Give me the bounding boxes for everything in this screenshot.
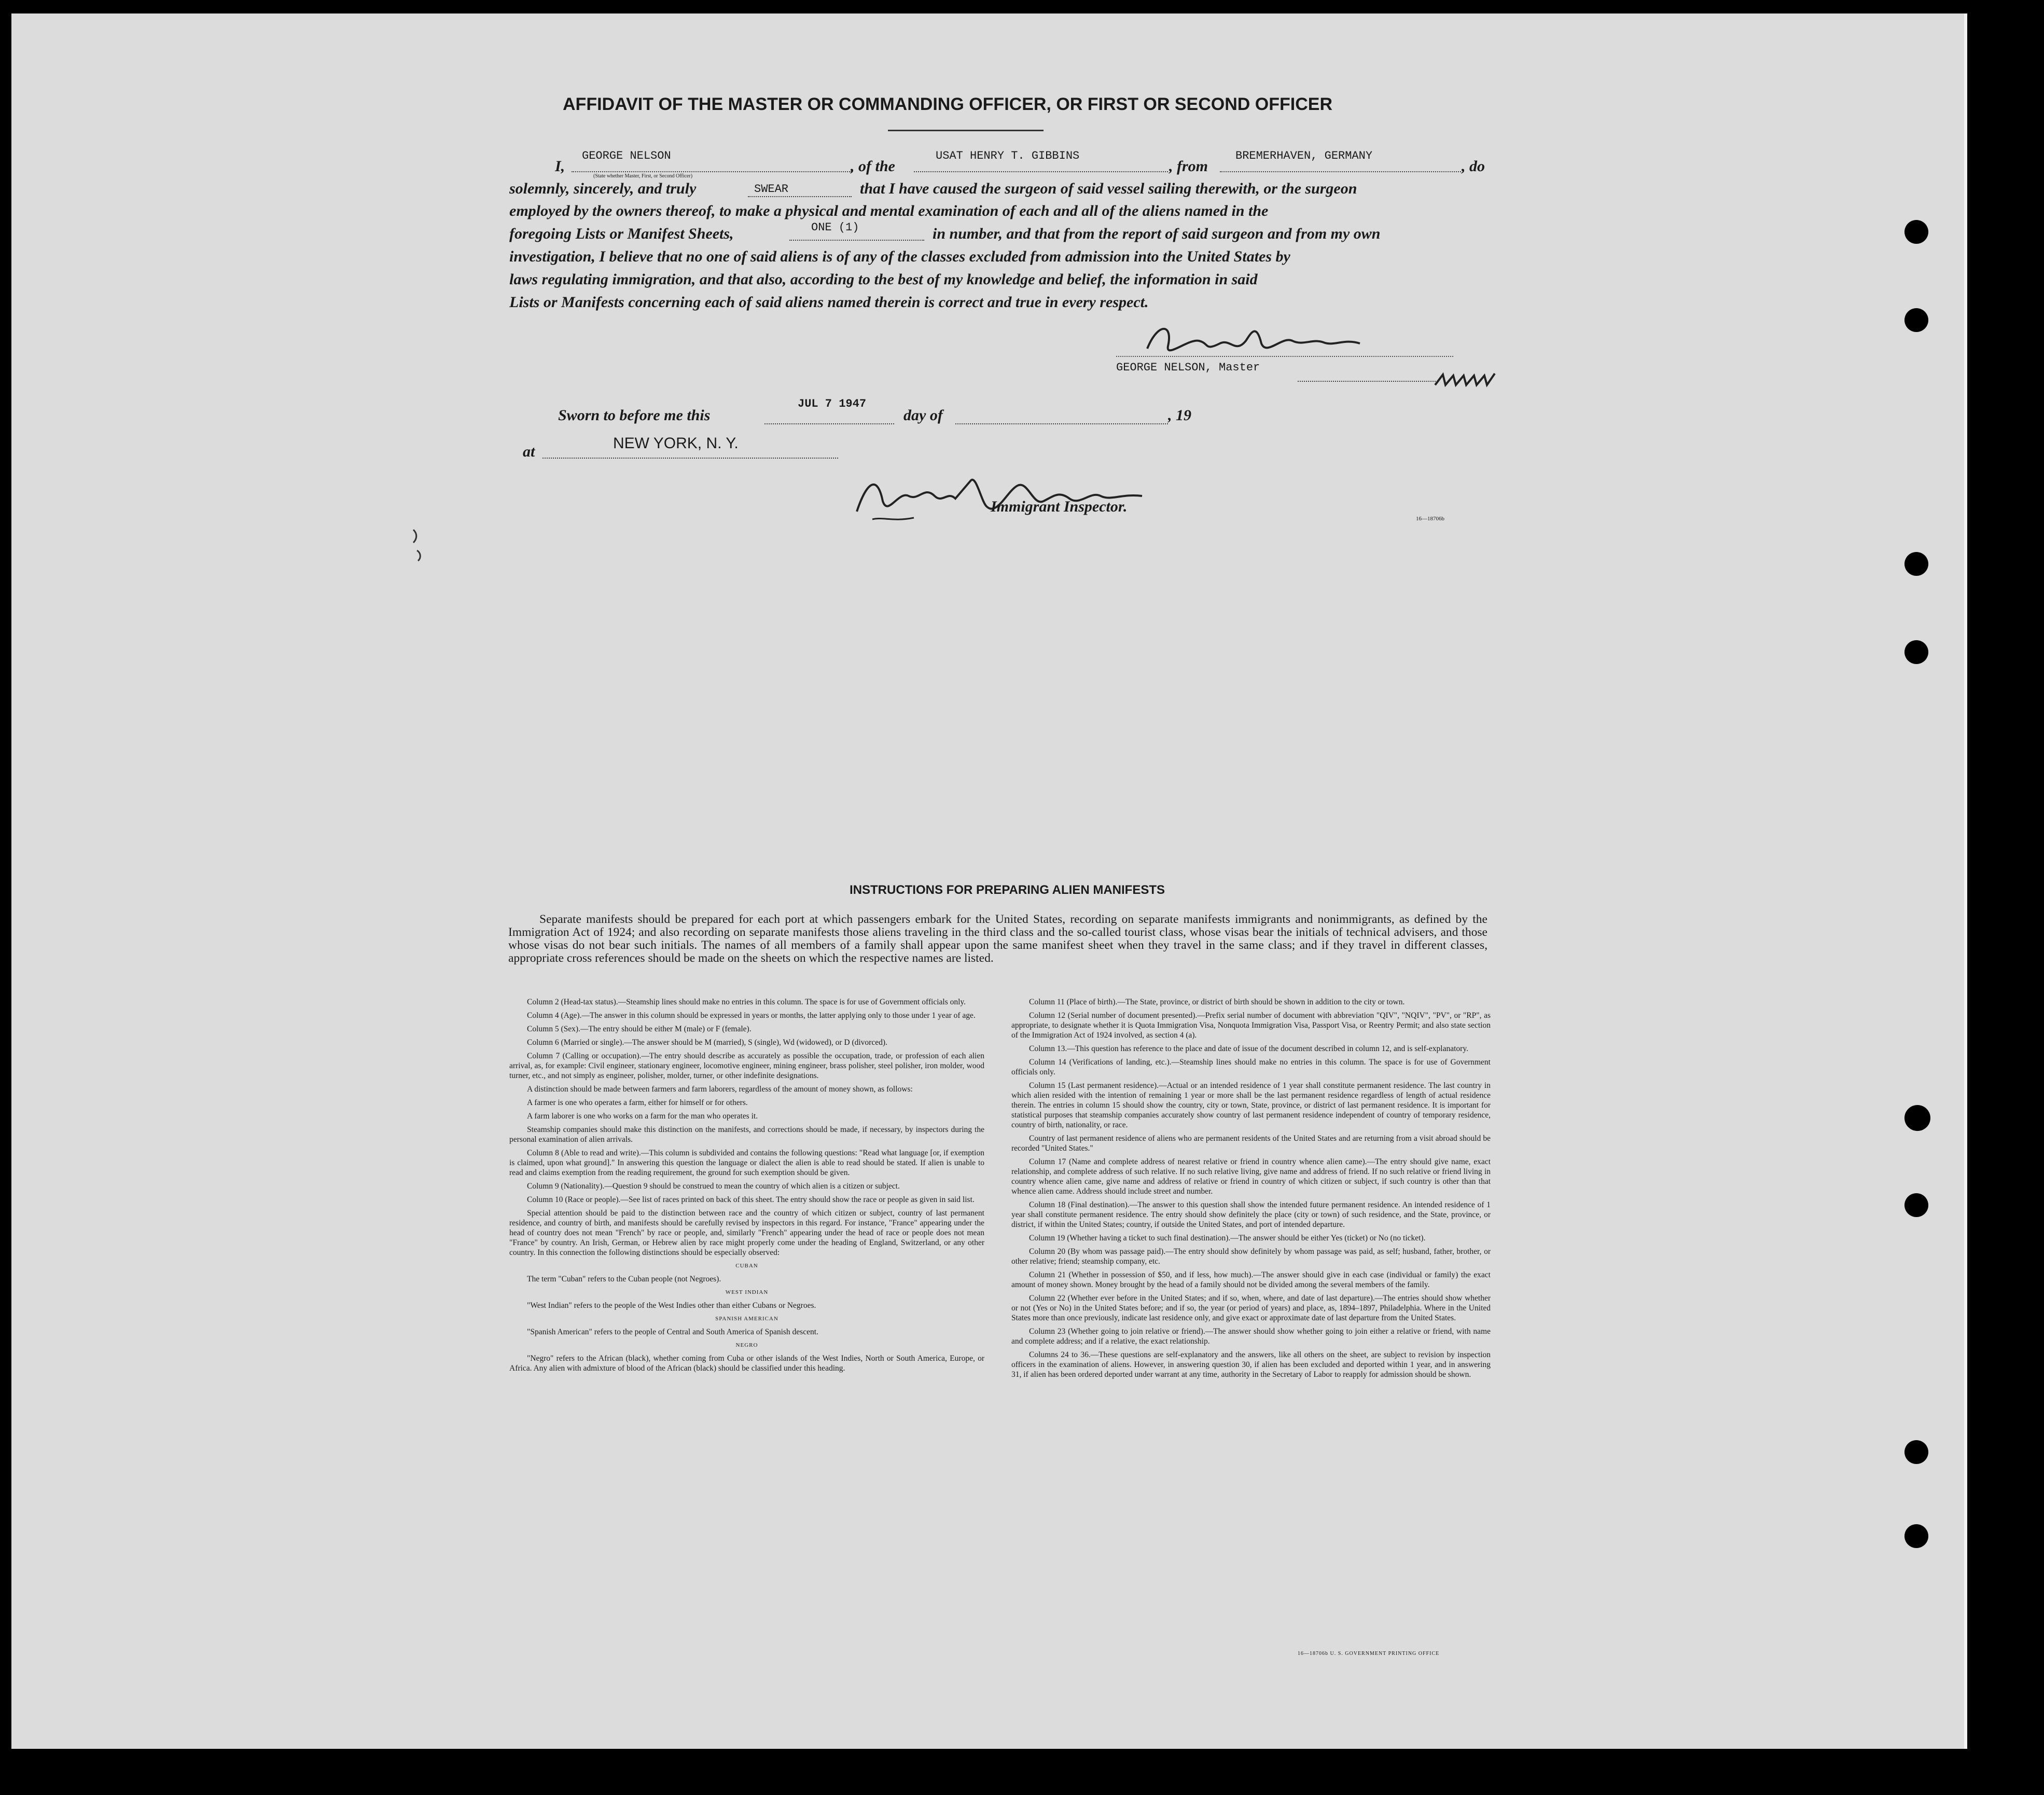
- punch-hole: [1904, 640, 1928, 664]
- cuban-heading: CUBAN: [735, 1263, 758, 1269]
- instructions-left-column: [509, 997, 984, 1377]
- affidavit-line-3: employed by the owners thereof, to make a physical and mental examination of each and all of the aliens named in the: [509, 202, 1269, 219]
- col-15-instruction: Column 15 (Last permanent residence).—Actual or an intended residence of 1 year shall constitute permanent residence. The last country in which alien resided with the intention of remaining 1 year or more shall be the last permanent residence regardless of length of actual residence therein. The entries in column 15 should show the country, city or town, State, province, or district of last permanent residence. It is important for statistical purposes that steamship companies accurately show country of last permanent residence independent of country of temporary residence, country of birth, nationality, or race.: [1011, 1081, 1491, 1129]
- col-14-instruction: Column 14 (Verifications of landing, etc.).—Steamship lines should make no entries in this column. The space is for use of Government officials only.: [1011, 1058, 1491, 1076]
- master-typed-name: GEORGE NELSON, Master: [1116, 361, 1260, 374]
- farmer-distinction: A distinction should be made between farmers and farm laborers, regardless of the amount of money shown, as follows:: [527, 1085, 913, 1094]
- from-label: , from: [1169, 158, 1208, 175]
- punch-hole: [1904, 552, 1928, 576]
- spanish-american-text: "Spanish American" refers to the people of Central and South America of Spanish descent.: [527, 1328, 818, 1336]
- col-23-instruction: Column 23 (Whether going to join relative or friend).—The answer should show whether going to join either a relative or friend, with name and complete address; and if a relative, the exact relationship.: [1011, 1327, 1491, 1346]
- affidavit-line-7: Lists or Manifests concerning each of said aliens named therein is correct and true in every respect.: [509, 294, 1149, 311]
- vessel-name: USAT HENRY T. GIBBINS: [936, 149, 1080, 162]
- negro-heading: NEGRO: [735, 1342, 758, 1348]
- col-2-instruction: Column 2 (Head-tax status).—Steamship lines should make no entries in this column. The space is for use of Government officials only.: [527, 998, 966, 1006]
- printing-office-footer: 16—18706b U. S. GOVERNMENT PRINTING OFFICE: [1298, 1651, 1440, 1656]
- date-stamp: JUL 7 1947: [798, 397, 867, 410]
- punch-hole: [1904, 1440, 1928, 1464]
- handwritten-mark: [1433, 369, 1505, 390]
- col-19-instruction: Column 19 (Whether having a ticket to such final destination).—The answer should be either Yes (ticket) or No (no ticket).: [1029, 1234, 1426, 1242]
- negro-text: "Negro" refers to the African (black), whether coming from Cuba or other islands of the West Indies, North or South America, Europe, or Africa. Any alien with admixture of blood of the African (black) should be classified under this heading.: [509, 1354, 984, 1373]
- name-note: (State whether Master, First, or Second Officer): [593, 173, 693, 179]
- inspector-label: Immigrant Inspector.: [991, 498, 1128, 515]
- col-13-instruction: Column 13.—This question has reference to the place and date of issue of the document described in column 12, and is self-explanatory.: [1029, 1044, 1468, 1053]
- farmer-definition: A farmer is one who operates a farm, either for himself or for others.: [527, 1098, 748, 1107]
- west-indian-text: "West Indian" refers to the people of the West Indies other than either Cubans or Negroes.: [527, 1301, 816, 1310]
- farm-laborer-definition: A farm laborer is one who works on a farm for the man who operates it.: [527, 1112, 758, 1121]
- col-18-instruction: Column 18 (Final destination).—The answer to this question shall show the intended future permanent residence. An intended residence of 1 year shall constitute permanent residence. The entry should show definitely the place (city or town) of such residence, and the State, province, or district, if within the United States; country, if outside the United States, and port of intended departure.: [1011, 1200, 1491, 1229]
- instructions-intro: Separate manifests should be prepared for each port at which passengers embark for the United States, recording on separate manifests immigrants and nonimmigrants, as defined by the Immigration Act of 1924; and also recording on separate manifests those aliens traveling in the third class and the so-called tourist class, whose visas bear the initials of technical advisers, and those whose visas do not bear such initials. The names of all members of a family shall appear upon the same manifest sheet when they travel in the same class; and if they travel in different classes, appropriate cross references should be made on the sheets on which the respective names are listed.: [508, 913, 1487, 965]
- col-10-instruction: Column 10 (Race or people).—See list of races printed on back of this sheet. The entry should show the race or people as given in said list.: [527, 1195, 975, 1204]
- master-name: GEORGE NELSON: [582, 149, 671, 162]
- vessel-line: [914, 171, 1168, 172]
- oath-word: SWEAR: [754, 183, 789, 196]
- cuban-text: The term "Cuban" refers to the Cuban people (not Negroes).: [527, 1275, 721, 1283]
- sworn-place: NEW YORK, N. Y.: [613, 435, 739, 452]
- day-of-label: day of: [903, 407, 943, 424]
- place-line: [543, 458, 838, 459]
- name-line: [572, 171, 852, 172]
- form-number: 16—18706b: [1416, 516, 1444, 522]
- col-17-instruction: Column 17 (Name and complete address of nearest relative or friend in country whence alien came).—The entry should give name, exact relationship, and complete address of such relative. If no such relative living, give name and address of friend. If no such relative or friend living in country whence alien came, give name and address of relative or friend in country of which citizen or subject, if such country is other than that whence alien came. Address should include street and number.: [1011, 1157, 1491, 1196]
- col-5-instruction: Column 5 (Sex).—The entry should be either M (male) or F (female).: [527, 1025, 752, 1033]
- signature-line-2: [1298, 381, 1438, 382]
- steamship-distinction: Steamship companies should make this distinction on the manifests, and corrections should be made, if necessary, by inspectors during the personal examination of alien arrivals.: [509, 1125, 984, 1144]
- col-8-instruction: Column 8 (Able to read and write).—This column is subdivided and contains the following questions: "Read what language [or, if exemption is claimed, upon what ground]." In answering this question the language or dialect the alien is able to read should be stated. If alien is unable to read and claims exemption from the reading requirement, the ground for such exemption should be given.: [509, 1149, 984, 1177]
- punch-hole: [1904, 1524, 1928, 1548]
- sheet-count: ONE (1): [811, 221, 859, 234]
- oath-line: [748, 196, 852, 197]
- sworn-label: Sworn to before me this: [558, 407, 711, 424]
- col-11-instruction: Column 11 (Place of birth).—The State, province, or district of birth should be shown in addition to the city or town.: [1029, 998, 1405, 1006]
- title-rule: [888, 130, 1044, 131]
- residence-note: Country of last permanent residence of aliens who are permanent residents of the United States and are returning from a visit abroad should be recorded "United States.": [1011, 1134, 1491, 1153]
- affidavit-line-4a: foregoing Lists or Manifest Sheets,: [509, 225, 734, 242]
- instructions-right-column: [1011, 997, 1491, 1383]
- spanish-american-heading: SPANISH AMERICAN: [715, 1316, 778, 1322]
- west-indian-heading: WEST INDIAN: [725, 1289, 769, 1295]
- port-name: BREMERHAVEN, GERMANY: [1235, 149, 1373, 162]
- affidavit-line-5: investigation, I believe that no one of said aliens is of any of the classes excluded from admission into the United States by: [509, 248, 1290, 265]
- affidavit-line-2b: that I have caused the surgeon of said vessel sailing therewith, or the surgeon: [860, 180, 1357, 197]
- count-line: [789, 240, 924, 241]
- affidavit-title: AFFIDAVIT OF THE MASTER OR COMMANDING OFFICER, OR FIRST OR SECOND OFFICER: [563, 94, 1332, 114]
- punch-hole: [1904, 308, 1928, 332]
- instructions-title: INSTRUCTIONS FOR PREPARING ALIEN MANIFESTS: [849, 883, 1165, 897]
- col-9-instruction: Column 9 (Nationality).—Question 9 should be construed to mean the country of which alien is a citizen or subject.: [527, 1182, 900, 1191]
- port-line: [1220, 171, 1461, 172]
- affidavit-line-2a: solemnly, sincerely, and truly: [509, 180, 697, 197]
- document-page: [11, 13, 1967, 1749]
- col-21-instruction: Column 21 (Whether in possession of $50, and if less, how much).—The answer should give in each case (individual or family) the exact amount of money shown. Money brought by the head of a family should not be divided among the several members of the family.: [1011, 1271, 1491, 1289]
- month-line: [955, 423, 1168, 424]
- col-20-instruction: Column 20 (By whom was passage paid).—The entry should show definitely by whom passage was paid, as self; husband, father, brother, or other relative; friend; steamship company, etc.: [1011, 1247, 1491, 1266]
- at-label: at: [523, 443, 535, 460]
- of-the-label: , of the: [851, 158, 895, 175]
- col-12-instruction: Column 12 (Serial number of document presented).—Prefix serial number of document with abbreviation "QIV", "NQIV", "PV", or "RP", as appropriate, to designate whether it is Quota Immigration Visa, Nonquota Immigration Visa, Passport Visa, or Reentry Permit; and also state section of the Immigration Act of 1924 involved, as section 4 (a).: [1011, 1011, 1491, 1040]
- signature-line: [1116, 356, 1453, 357]
- do-label: , do: [1462, 158, 1485, 175]
- col-24-36-instruction: Columns 24 to 36.—These questions are self-explanatory and the answers, like all others on the sheet, are subject to revision by inspection officers in the examination of aliens. However, in answering question 30, if alien has been excluded and deported within 1 year, and in answering 31, if alien has been ordered deported under warrant at any time, authority in the Secretary of Labor to reapply for admission should be shown.: [1011, 1350, 1491, 1379]
- affidavit-line-1-prefix: I,: [555, 158, 565, 175]
- col-4-instruction: Column 4 (Age).—The answer in this column should be expressed in years or months, the latter applying only to those under 1 year of age.: [527, 1011, 976, 1020]
- punch-hole: [1904, 220, 1928, 244]
- race-country-note: Special attention should be paid to the distinction between race and the country of which citizen or subject, country of last permanent residence, and country of birth, and manifests should be carefully revised by inspectors in this regard. For instance, "France" appearing under the head of country does not mean "French" by race or people, and, similarly "French" appearing under the head of race or people does not mean "France" by country. An Irish, German, or Hebrew alien by race might properly come under the heading of England, Switzerland, or any other country. In this connection the following distinctions should be especially observed:: [509, 1209, 984, 1257]
- punch-hole: [1904, 1193, 1928, 1217]
- col-6-instruction: Column 6 (Married or single).—The answer should be M (married), S (single), Wd (widowed), or D (divorced).: [527, 1038, 887, 1047]
- col-7-instruction: Column 7 (Calling or occupation).—The entry should describe as accurately as possible the occupation, trade, or profession of each alien arrival, as, for example: Civil engineer, stationary engineer, locomotive engineer, mining engineer, brass polisher, steel polisher, iron molder, wood turner, etc., and not simply as engineer, polisher, molder, turner, or other indefinite designations.: [509, 1052, 984, 1080]
- col-22-instruction: Column 22 (Whether ever before in the United States; and if so, when, where, and date of last departure).—The entries should show whether or not (Yes or No) in the United States before; and if so, the year (or period of years) and place, as, 1894–1897, Philadelphia. Where in the United States more than once previously, indicate last residence only, and give exact or approximate date of last departure from the United States.: [1011, 1294, 1491, 1322]
- day-line: [764, 423, 894, 424]
- affidavit-line-6: laws regulating immigration, and that also, according to the best of my knowledge and belief, the information in said: [509, 271, 1258, 288]
- affidavit-line-4b: in number, and that from the report of said surgeon and from my own: [933, 225, 1381, 242]
- year-prefix: , 19: [1168, 407, 1191, 424]
- pen-mark: [411, 527, 426, 563]
- master-signature: [1142, 317, 1370, 364]
- punch-hole: [1904, 1105, 1930, 1131]
